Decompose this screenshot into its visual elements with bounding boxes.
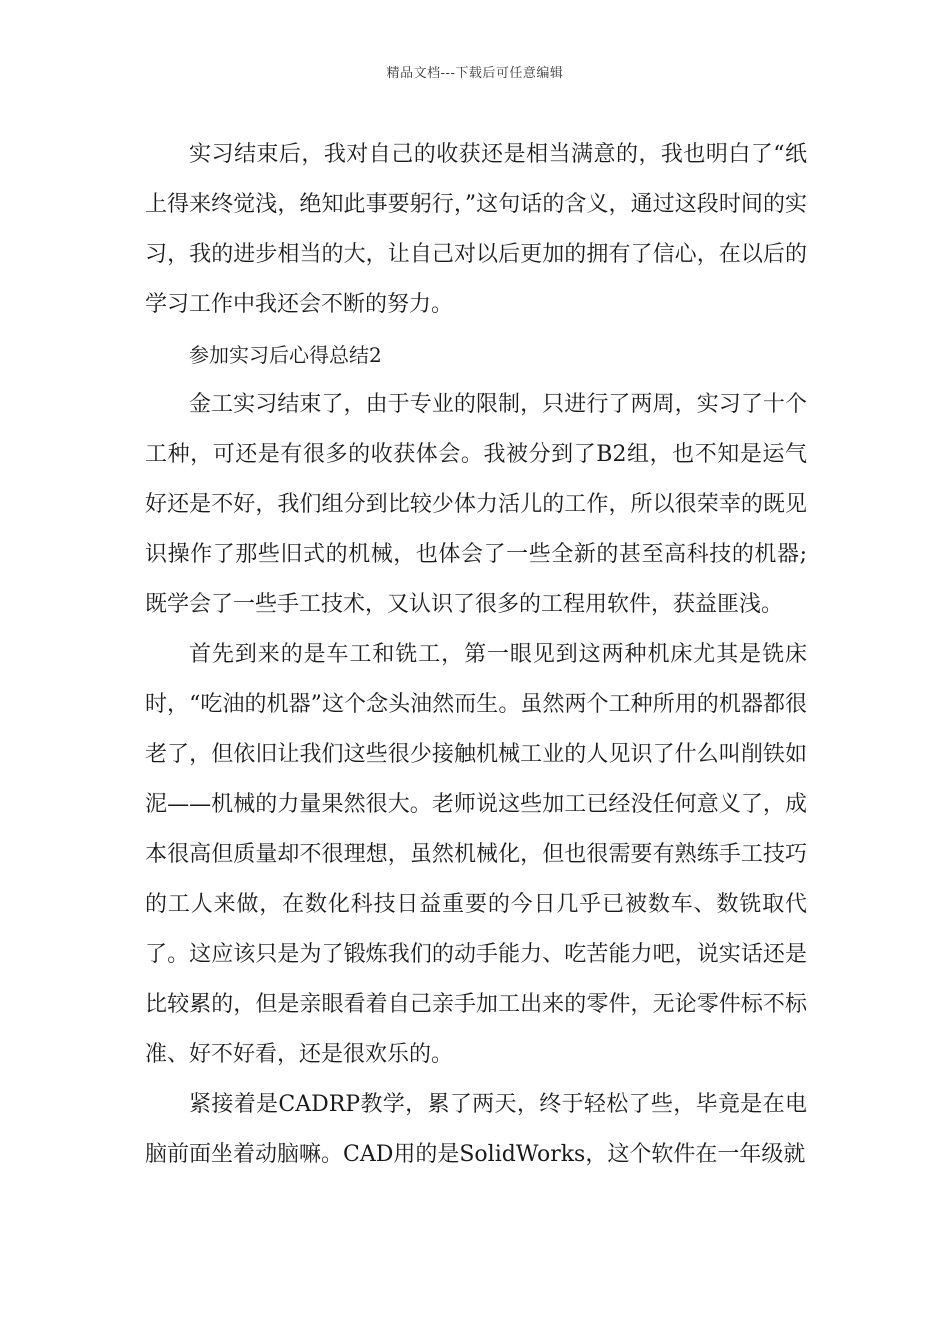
paragraph-lathe-milling: 首先到来的是车工和铣工，第一眼见到这两种机床尤其是铣床时，“吃油的机器”这个念头油然而生。虽然两个工种所用的机器都很老了，但依旧让我们这些很少接触机械工业的人见识了什么叫削铁如泥——机械的力量果然很大。老师说这些加工已经没任何意义了，成本很高但质量却不很理想，虽然机械化，但也很需要有熟练手工技巧的工人来做，在数化科技日益重要的今日几乎已被数车、数铣取代了。这应该只是为了锻炼我们的动手能力、吃苦能力吧，说实话还是比较累的，但是亲眼看着自己亲手加工出来的零件，无论零件标不标准、好不好看，还是很欢乐的。 bbox=[145, 642, 807, 1067]
page-header: 精品文档---下载后可任意编辑 bbox=[386, 66, 564, 81]
paragraph-internship-summary: 实习结束后，我对自己的收获还是相当满意的，我也明白了“纸上得来终觉浅，绝知此事要躬行，”这句话的含义，通过这段时间的实习，我的进步相当的大，让自己对以后更加的拥有了信心，在以后的学习工作中我还会不断的努力。 bbox=[145, 142, 807, 317]
paragraph-metalwork-intro: 金工实习结束了，由于专业的限制，只进行了两周，实习了十个工种，可还是有很多的收获体会。我被分到了B2组，也不知是运气好还是不好，我们组分到比较少体力活儿的工作，所以很荣幸的既见识操作了那些旧式的机械，也体会了一些全新的甚至高科技的机器;既学会了一些手工技术，又认识了很多的工程用软件，获益匪浅。 bbox=[145, 392, 807, 617]
document-body bbox=[145, 130, 807, 1180]
paragraph-cad-teaching: 紧接着是CADRP教学，累了两天，终于轻松了些，毕竟是在电脑前面坐着动脑嘛。CAD用的是SolidWorks，这个软件在一年级就 bbox=[145, 1092, 807, 1167]
section-heading: 参加实习后心得总结2 bbox=[189, 343, 382, 367]
